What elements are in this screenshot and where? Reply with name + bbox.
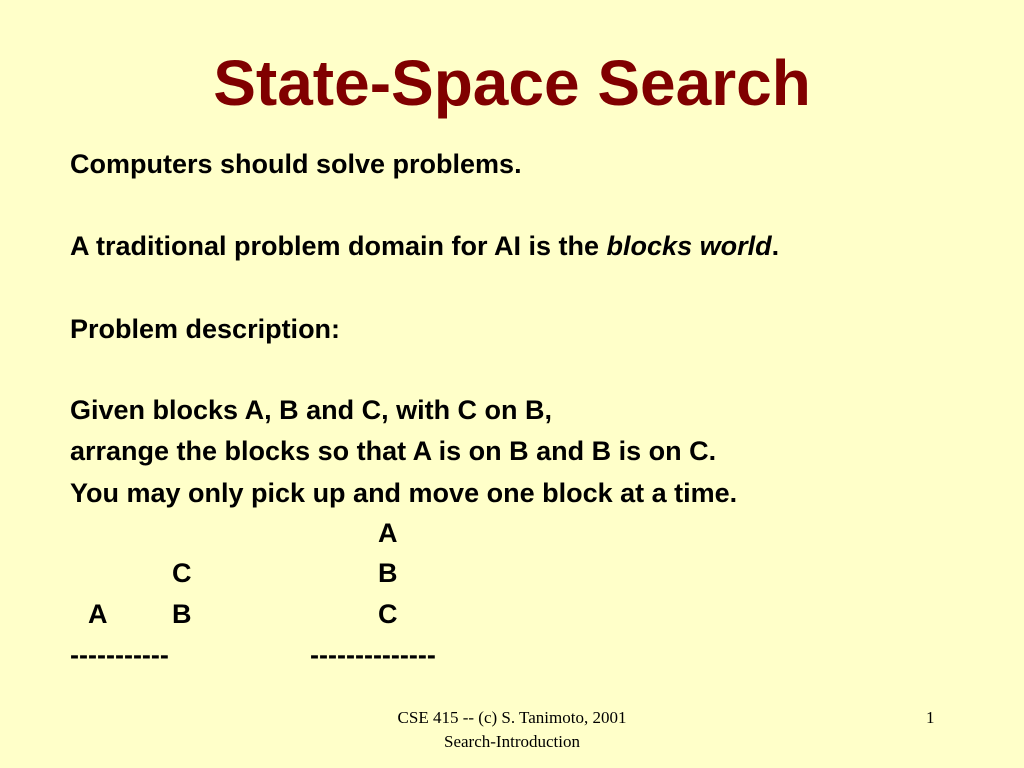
footer-course: CSE 415 -- (c) S. Tanimoto, 2001 bbox=[397, 708, 627, 727]
initial-block-a: A bbox=[88, 599, 108, 629]
initial-block-c: C bbox=[172, 558, 192, 588]
initial-block-b: B bbox=[172, 599, 192, 629]
goal-table-line: -------------- bbox=[310, 640, 436, 670]
initial-table-line: ----------- bbox=[70, 640, 169, 670]
emphasis-text: blocks world bbox=[606, 231, 772, 261]
domain-text: A traditional problem domain for AI is the bbox=[70, 231, 607, 261]
period-text: . bbox=[771, 231, 780, 261]
domain-line bbox=[70, 226, 779, 266]
slide-title: State-Space Search bbox=[213, 47, 811, 119]
goal-block-c: C bbox=[378, 599, 398, 629]
goal-block-b: B bbox=[378, 558, 398, 588]
goal-block-a: A bbox=[378, 518, 398, 548]
page-number: 1 bbox=[926, 708, 935, 727]
problem-heading: Problem description: bbox=[70, 314, 341, 344]
slide-footer bbox=[0, 706, 1024, 754]
problem-line-3: You may only pick up and move one block at a time. bbox=[70, 478, 738, 508]
footer-topic: Search-Introduction bbox=[444, 732, 580, 751]
problem-line-2: arrange the blocks so that A is on B and B is on C. bbox=[70, 436, 717, 466]
statement-line: Computers should solve problems. bbox=[70, 149, 522, 179]
problem-line-1: Given blocks A, B and C, with C on B, bbox=[70, 395, 553, 425]
